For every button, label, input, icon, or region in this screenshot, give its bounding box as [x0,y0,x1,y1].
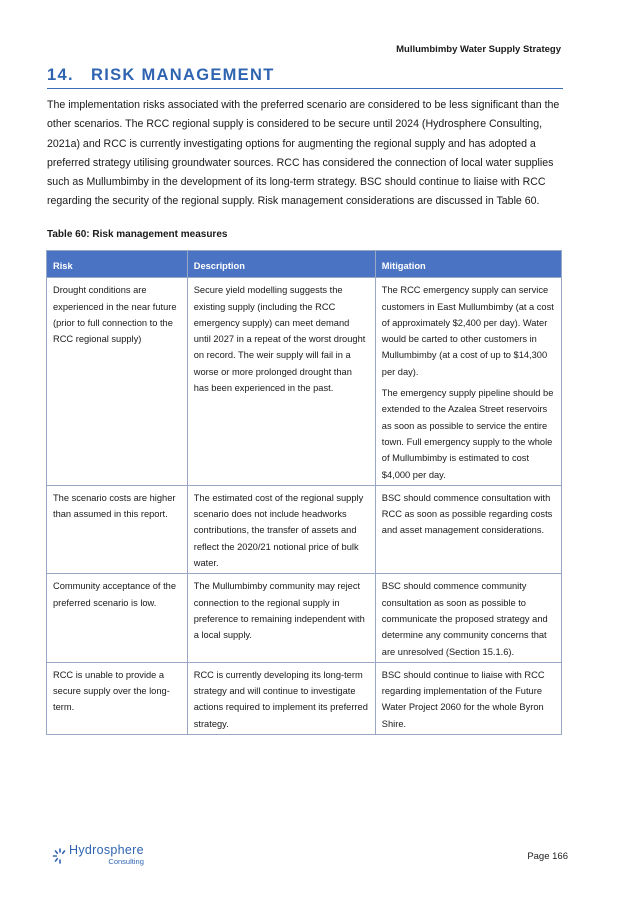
mitigation-text: BSC should commence community consultation as soon as possible to communicate the proposed strategy and determine any community concerns that are unresolved (Section 15.1.6). [381,581,548,657]
mitigation-text: The RCC emergency supply can service customers in East Mullumbimby (at a cost of approximately $2,400 per day). Water would be carted to other customers in Mullumbimby (at a cost of up to $14,300 per day). [381,285,554,377]
header-mitigation: Mitigation [375,251,561,278]
logo-subtitle: Consulting [108,857,144,866]
company-logo [52,845,144,867]
logo-wordmark: Hydrosphere [69,843,144,857]
risk-table [46,250,562,735]
mitigation-text: BSC should commence consultation with RCC as soon as possible regarding costs and asset management considerations. [381,492,553,536]
intro-paragraph: The implementation risks associated with the preferred scenario are considered to be less significant than the other scenarios. The RCC regional supply is considered to be secure until 2024 (Hydrosphere Consulting, 2021a) and RCC is currently investigating options for augmenting the regional supply and has adopted a preferred strategy utilising groundwater sources. RCC has considered the connection of local water supplies such as Mullumbimby in the development of its long-term strategy. BSC should continue to liaise with RCC regarding the security of the regional supply. Risk management considerations are discussed in Table 60. [47,99,560,208]
section-title: RISK MANAGEMENT [91,66,275,84]
risk-cell: The scenario costs are higher than assumed in this report. [47,485,188,573]
mitigation-text: BSC should continue to liaise with RCC regarding implementation of the Future Water Project 2060 for the whole Byron Shire. [381,669,545,729]
running-header: Mullumbimby Water Supply Strategy [396,44,561,55]
table-row [47,574,562,662]
mitigation-cell [375,662,561,734]
description-cell: The estimated cost of the regional supply scenario does not include headworks contributions, the transfer of assets and reflect the 2020/21 notional price of bulk water. [187,485,375,573]
header-risk: Risk [47,251,188,278]
table-row [47,485,562,573]
mitigation-cell [375,278,561,486]
risk-cell: RCC is unable to provide a secure supply over the long-term. [47,662,188,734]
risk-cell: Community acceptance of the preferred scenario is low. [47,574,188,662]
table-row [47,278,562,486]
section-number: 14. [47,66,74,84]
description-cell: RCC is currently developing its long-term strategy and will continue to investigate actions required to implement its preferred strategy. [187,662,375,734]
mitigation-text: The emergency supply pipeline should be extended to the Azalea Street reservoirs as soon as possible to service the entire town. Full emergency supply to the whole of Mullumbimby is estimated to cost $4,000 per day. [381,388,554,480]
mitigation-cell [375,574,561,662]
table-header-row [47,251,562,278]
mitigation-cell [375,485,561,573]
description-cell: Secure yield modelling suggests the existing supply (including the RCC emergency supply) can meet demand until 2027 in a repeat of the worst drought on record. The weir supply will fail in a worse or more prolonged drought than has been experienced in the past. [187,278,375,486]
section-heading [47,66,563,89]
table-row [47,662,562,734]
description-cell: The Mullumbimby community may reject connection to the regional supply in preference to remaining independent with a local supply. [187,574,375,662]
sun-burst-icon [52,847,68,865]
risk-cell: Drought conditions are experienced in the near future (prior to full connection to the RCC regional supply) [47,278,188,486]
page-number: Page 166 [527,851,568,862]
table-caption: Table 60: Risk management measures [47,229,228,240]
header-description: Description [187,251,375,278]
